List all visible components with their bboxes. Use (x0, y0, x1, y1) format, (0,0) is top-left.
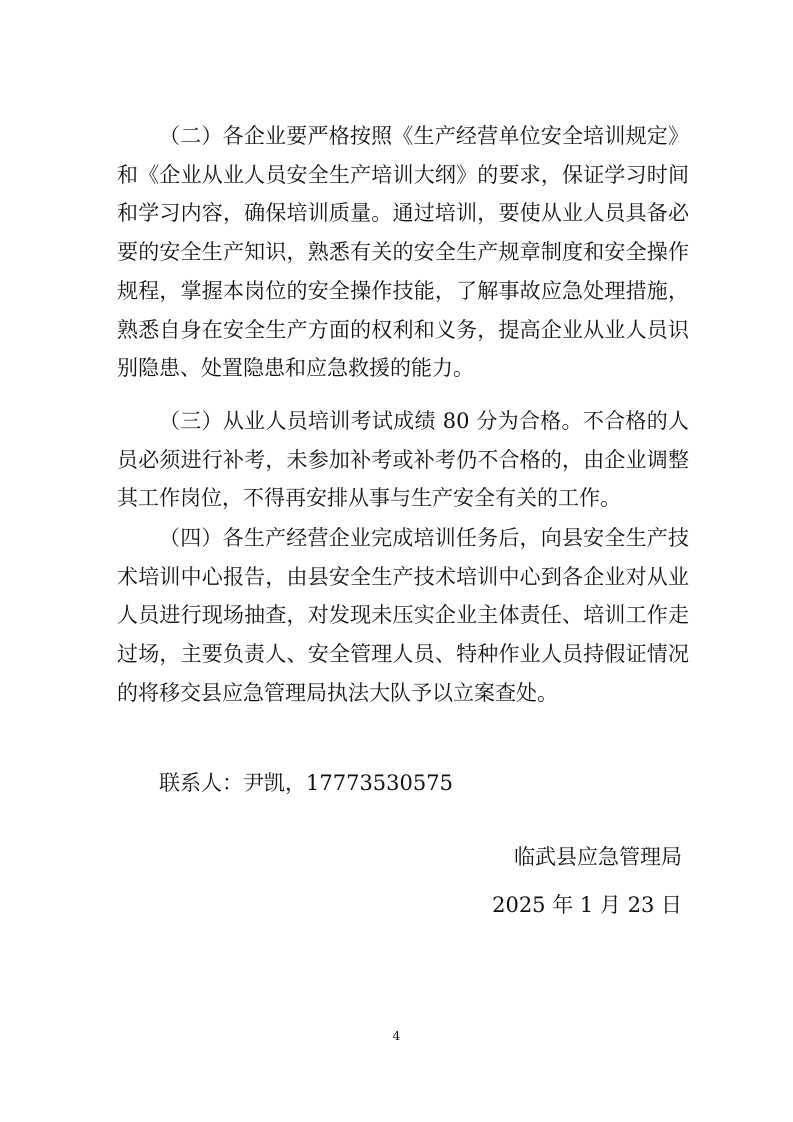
paragraph-section-2 (117, 117, 689, 388)
paragraph-text: （四）各生产经营企业完成培训任务后，向县安全生产技术培训中心报告，由县安全生产技术培训中心到各企业对从业人员进行现场抽查，对发现未压实企业主体责任、培训工作走过场，主要负责人、安全管理人员、特种作业人员持假证情况的将移交县应急管理局执法大队予以立案查处。 (117, 526, 689, 705)
signature-block (492, 833, 682, 929)
issuing-organization: 临武县应急管理局 (514, 845, 682, 869)
paragraph-text: （三）从业人员培训考试成绩 80 分为合格。不合格的人员必须进行补考，未参加补考或补考仍不合格的，由企业调整其工作岗位，不得再安排从事与生产安全有关的工作。 (117, 409, 689, 511)
paragraph-section-3 (117, 402, 689, 518)
contact-line: 联系人：尹凯，17773530575 (159, 771, 453, 795)
page-number: 4 (392, 1029, 401, 1043)
issue-date: 2025 年 1 月 23 日 (492, 893, 682, 917)
paragraph-text: （二）各企业要严格按照《生产经营单位安全培训规定》和《企业从业人员安全生产培训大纲》的要求，保证学习时间和学习内容，确保培训质量。通过培训，要使从业人员具备必要的安全生产知识，熟悉有关的安全生产规章制度和安全操作规程，掌握本岗位的安全操作技能，了解事故应急处理措施，熟悉自身在安全生产方面的权利和义务，提高企业从业人员识别隐患、处置隐患和应急救援的能力。 (117, 124, 689, 381)
paragraph-section-4 (117, 519, 689, 713)
